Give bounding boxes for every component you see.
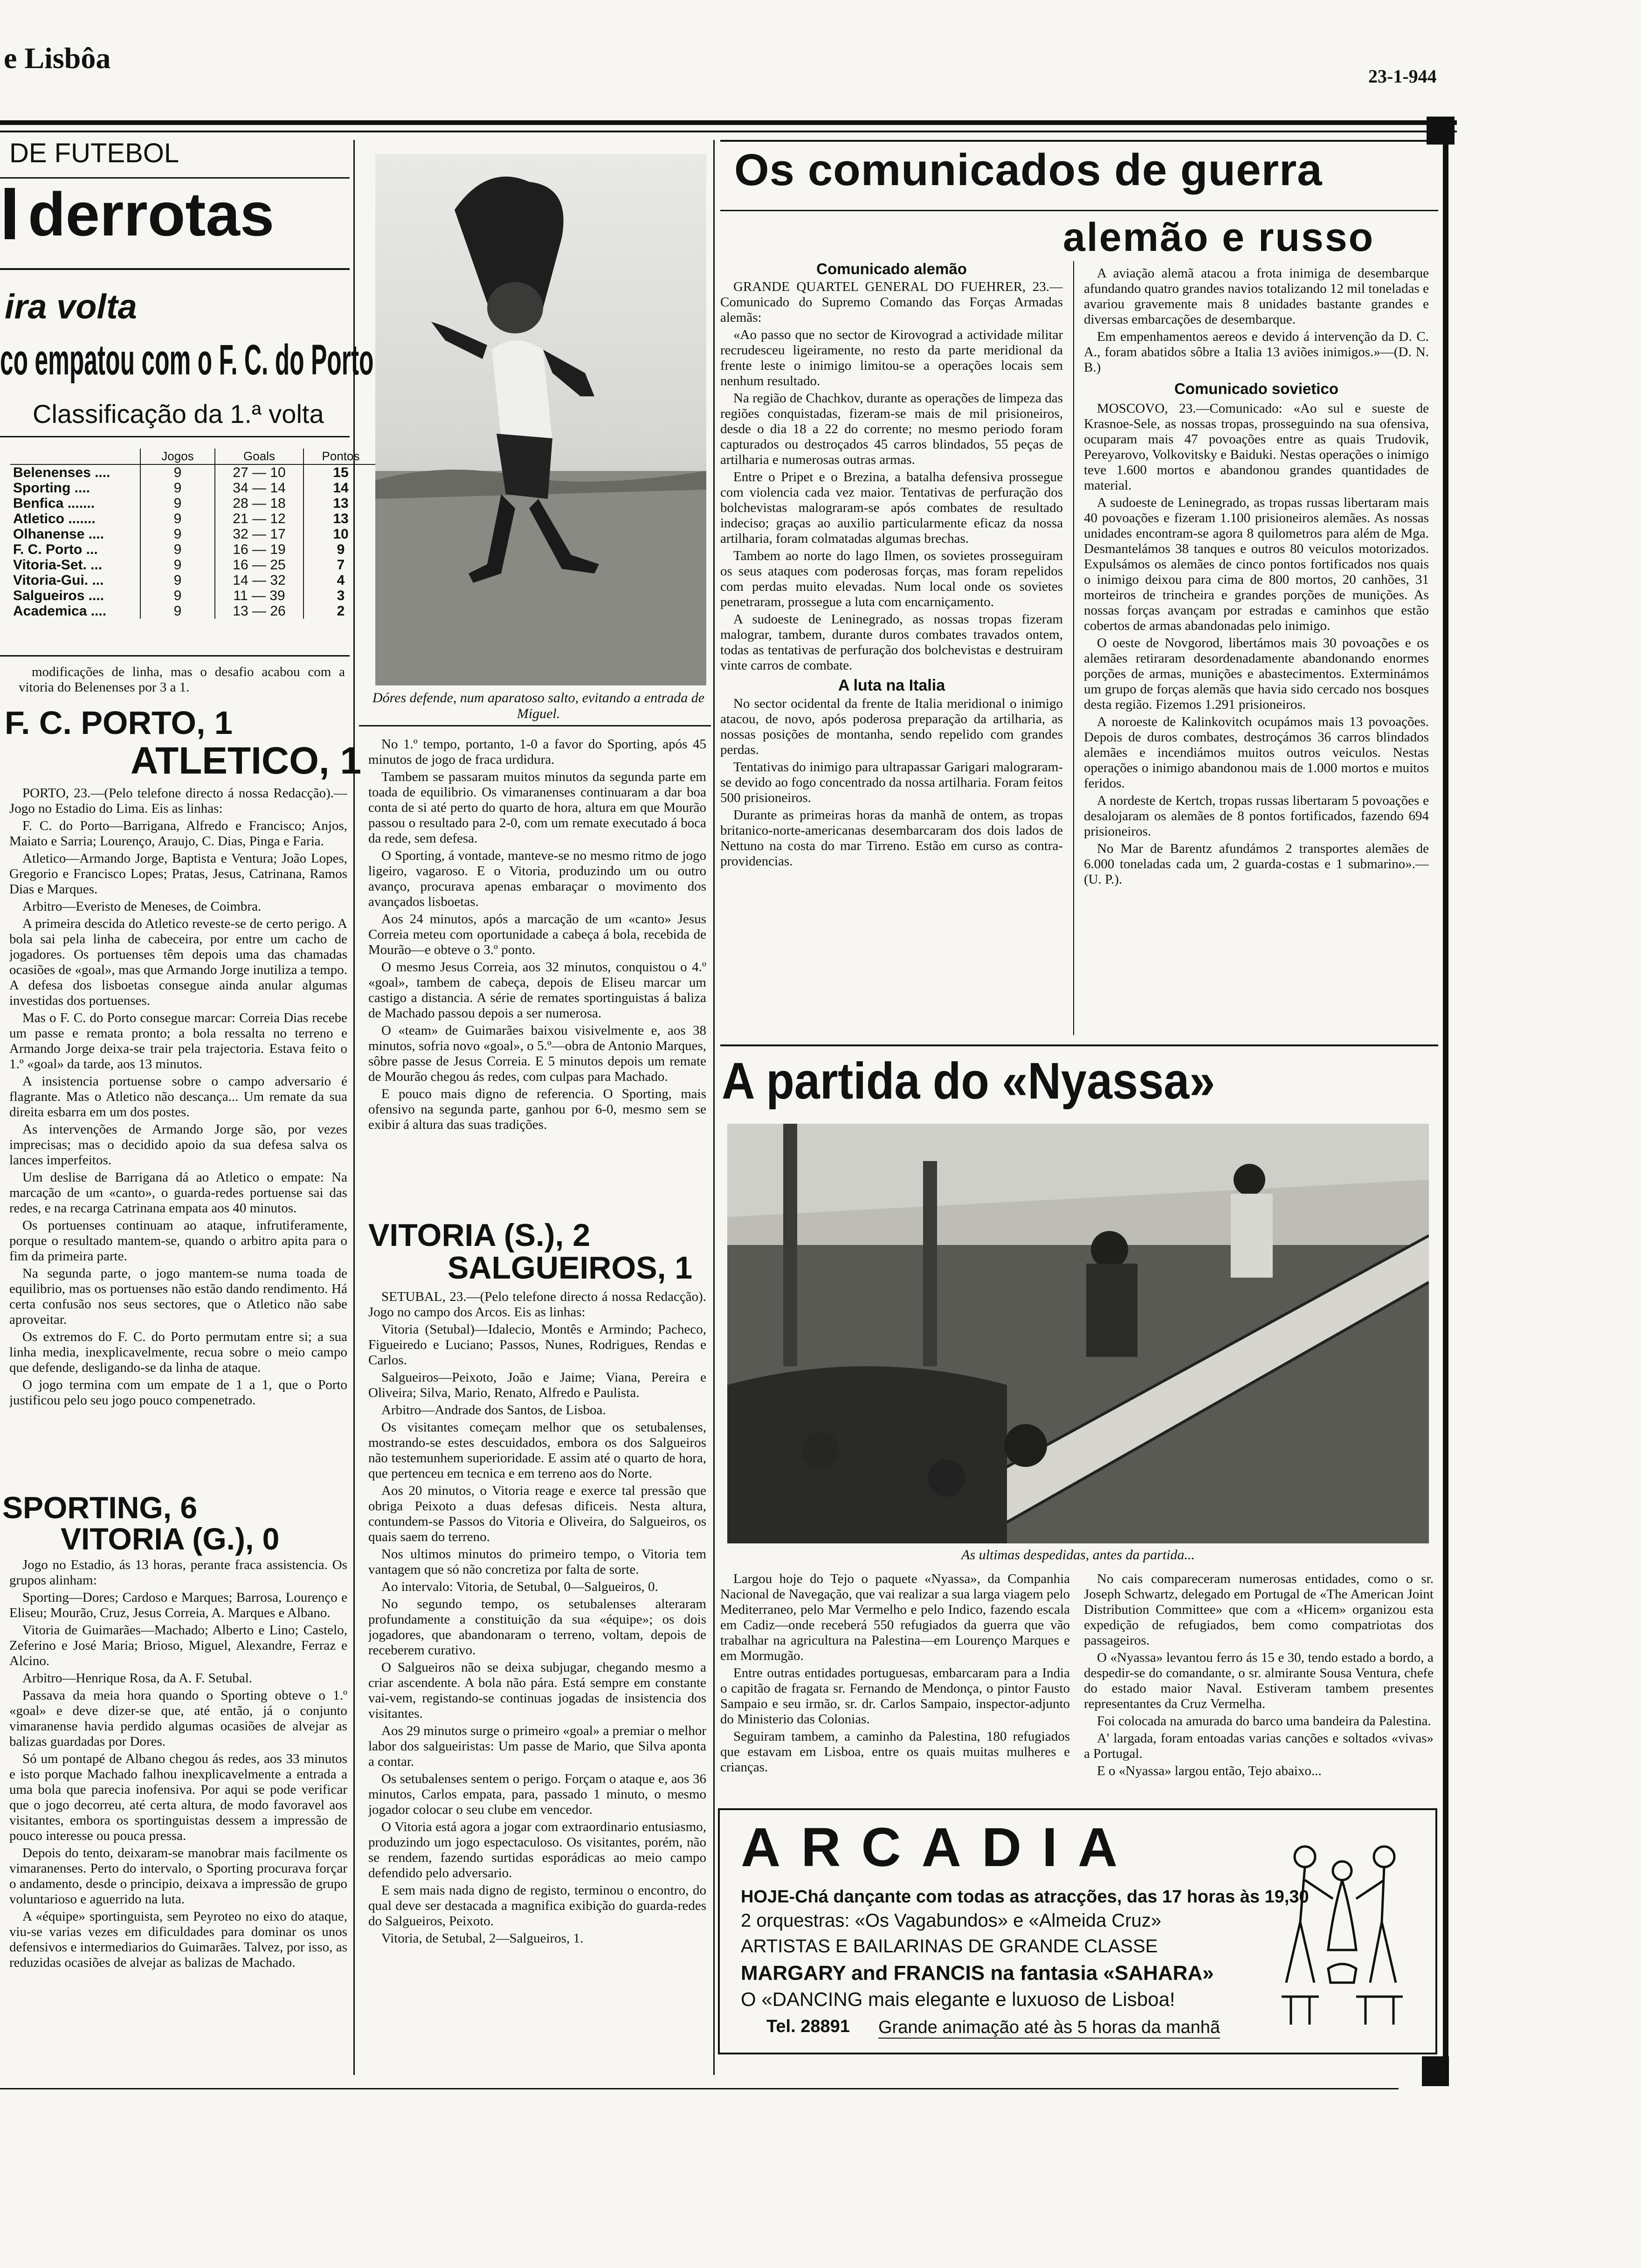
paragraph: A «équipe» sportinguista, sem Peyroteo no eixo do ataque, viu-se varias vezes em dificuldades para dominar os unos defensivos e intermediarios do Guimarães. Talvez, por isso, as reduzidas ocasiões de alvejar as balizas de Machado. [9, 1909, 347, 1970]
points-cell: 3 [303, 588, 378, 603]
table-row [10, 464, 378, 480]
right-border [1443, 126, 1448, 2084]
goals-cell: 21 — 12 [215, 511, 303, 526]
paragraph: O «team» de Guimarães baixou visivelmente e, aos 38 minutos, sofria novo «goal», o 5.º—obra de Antonio Marques, sôbre passe de Jesus Correia. E 5 minutos depois um remate de Mourão chegou ás redes, com culpas para Machado. [368, 1023, 706, 1084]
col-pontos: Pontos [303, 449, 378, 464]
arcadia-line5: O «DANCING mais elegante e luxuoso de Lisboa! [741, 1988, 1175, 2010]
goals-cell: 16 — 25 [215, 557, 303, 573]
bottom-rule [0, 2088, 1399, 2089]
football-photo-svg [375, 154, 706, 685]
paragraph: Depois do tento, deixaram-se manobrar mais facilmente os vimaranenses. Perto do intervalo, o Sporting procurava forçar o andamento, desde o principio, deixava a impressão de grupo voluntarioso e aguerrido na luta. [9, 1846, 347, 1907]
arcadia-line2: 2 orquestras: «Os Vagabundos» e «Almeida Cruz» [741, 1910, 1162, 1931]
paragraph: A primeira descida do Atletico reveste-se de certo perigo. A bola sai pela linha de cabeceira, por entre um cacho de jogadores. Os portuenses têm depois uma das chamadas ocasiões de «goal», mas que Armando Jorge inutiliza a tempo. A defesa dos lisboetas consegue ainda anular algumas investidas dos portuenses. [9, 916, 347, 1008]
paragraph: E o «Nyassa» largou então, Tejo abaixo... [1097, 1763, 1322, 1778]
team-name: Vitoria-Set. ... [13, 557, 103, 573]
center-body-2 [368, 1289, 706, 2077]
war-title-rule [720, 210, 1438, 211]
player-shirt [492, 340, 552, 449]
match3-line1: VITORIA (S.), 2 [368, 1217, 591, 1253]
paragraph: Arbitro—Everisto de Meneses, de Coimbra. [22, 899, 262, 914]
paragraph: A aviação alemã atacou a frota inimiga de desembarque afundando quatro grandes navios totalizando 12 mil toneladas e avariou gravemente mais 8 unidades bastante grandes e diversas embarcações de desembarque. [1084, 266, 1429, 327]
paragraph: Arbitro—Andrade dos Santos, de Lisboa. [381, 1403, 606, 1418]
paragraph: Largou hoje do Tejo o paquete «Nyassa», da Companhia Nacional de Navegação, que vai realizar a sua larga viagem pelo Mediterraneo, pelo Mar Vermelho e pelo Indico, fazendo escala em Cadiz—onde receberá 550 refugiados da guerra que vão trabalhar na agricultura na Palestina—em Lourenço Marques e em Mormugão. [720, 1571, 1070, 1663]
football-photo [375, 154, 706, 685]
paragraph: Nos ultimos minutos do primeiro tempo, o Vitoria tem vantagem que só não concretiza por falta de sorte. [368, 1547, 706, 1577]
headline-text: derrotas [28, 180, 275, 249]
paragraph: SETUBAL, 23.—(Pelo telefone directo á nossa Redacção). Jogo no campo dos Arcos. Eis as linhas: [368, 1289, 706, 1320]
points-cell: 9 [303, 542, 378, 557]
paragraph: A sudoeste de Leninegrado, as tropas russas libertaram mais 40 povoações e fizeram 1.100 prisioneiros alemães. As nossas unidades encontram-se agora 8 quilometros para além de Mga. Desmantelámos 38 tanques e outros 80 veiculos motorizados. Expulsámos os alemães de cinco pontos fortificados nos quais o inimigo deixou para cima de 800 mortos, 20 canhões, 31 morteiros de trincheira e grandes porções de munições. As nossas forças avançam por estradas e caminhos que estão cobertos de armas abandonadas pelo inimigo. [1084, 495, 1429, 633]
games-cell: 9 [140, 480, 215, 496]
left-headline [5, 180, 274, 249]
match1-body [9, 786, 347, 1480]
games-cell: 9 [140, 573, 215, 588]
war-mid-rule [1073, 261, 1074, 1035]
games-cell: 9 [140, 588, 215, 603]
points-cell: 14 [303, 480, 378, 496]
goals-cell: 28 — 18 [215, 496, 303, 511]
crowd [727, 1366, 1007, 1543]
team-name: Academica .... [13, 603, 107, 619]
war-subtitle: alemão e russo [1063, 215, 1375, 260]
war-top-rule [720, 140, 1438, 142]
left-top-rule [0, 177, 350, 179]
headline-bar [5, 188, 15, 239]
match1-line1: F. C. PORTO, 1 [5, 705, 233, 741]
goals-cell: 34 — 14 [215, 480, 303, 496]
paragraph: «Ao passo que no sector de Kirovograd a actividade militar recrudesceu ligeiramente, no resto da parte meridional da frente leste o inimigo limitou-se a operações locais sem nenhum resultado. [720, 327, 1063, 388]
paragraph: A sudoeste de Leninegrado, as nossas tropas fizeram malograr, tambem, durante duros combates travados ontem, todas as tentativas de perfuração dos bolchevistas e destruiram vinte carros de combate. [720, 612, 1063, 673]
nyassa-text-right [1084, 1571, 1434, 1805]
points-cell: 15 [303, 464, 378, 480]
paragraph: A' largada, foram entoadas varias canções e soltados «vivas» a Portugal. [1084, 1731, 1434, 1761]
table-row [10, 542, 378, 557]
soviet-column [1084, 266, 1429, 1054]
team-name: Vitoria-Gui. ... [13, 573, 104, 588]
goals-cell: 16 — 19 [215, 542, 303, 557]
arcadia-line1: HOJE-Chá dançante com todas as atracções, das 17 horas às 19,30 [741, 1887, 1309, 1907]
german-continued [1084, 266, 1429, 375]
match2-line2: VITORIA (G.), 0 [61, 1521, 280, 1556]
left-headline-rule [0, 268, 350, 270]
arcadia-line3: ARTISTAS E BAILARINAS DE GRANDE CLASSE [741, 1936, 1158, 1957]
classification-table [10, 449, 378, 619]
table-row [10, 573, 378, 588]
caption-rule [359, 725, 711, 726]
paragraph: Aos 24 minutos, após a marcação de um «canto» Jesus Correia meteu com oportunidade a cabeça á bola, recebida de Mourão—e obteve o 3.º ponto. [368, 912, 706, 957]
paragraph: Só um pontapé de Albano chegou ás redes, aos 33 minutos e isto porque Machado falhou inexplicavelmente a entrada a uma bola que parecia inofensiva. Por aqui se pode verificar que o jogo decorreu, até certa altura, de modo favoravel aos visitantes, embora os sportinguistas dessem a impressão de pouco interesse ou pouca pressa. [9, 1751, 347, 1843]
games-cell: 9 [140, 496, 215, 511]
paragraph: Aos 29 minutos surge o primeiro «goal» a premiar o melhor labor dos salgueiristas: Um passe de Mario, que Silva aponta a contar. [368, 1723, 706, 1769]
paragraph: O mesmo Jesus Correia, aos 32 minutos, conquistou o 4.º «goal», tambem de cabeça, depois de Eliseu marcar um castigo a distancia. A série de remates sportinguistas á baliza de Machado passou depois a ser numerosa. [368, 960, 706, 1021]
col-goals: Goals [215, 449, 303, 464]
table-row [10, 526, 378, 542]
paragraph: Ao intervalo: Vitoria, de Setubal, 0—Salgueiros, 0. [381, 1579, 658, 1594]
war-title: Os comunicados de guerra [734, 145, 1323, 195]
paragraph: O «Nyassa» levantou ferro ás 15 e 30, tendo estado a bordo, a despedir-se do comandante, o sr. almirante Sousa Ventura, chefe do estado maior Naval. Estiveram tambem presentes representantes da Cruz Vermelha. [1084, 1650, 1434, 1711]
paragraph: Seguiram tambem, a caminho da Palestina, 180 refugiados que estavam em Lisboa, entre os quais muitas mulheres e crianças. [720, 1729, 1070, 1775]
paragraph: Um deslise de Barrigana dá ao Atletico o empate: Na marcação de um «canto», o guarda-redes portuense sai das redes, e na recarga Catrinana empata aos 40 minutos. [9, 1170, 347, 1216]
center-body-1 [368, 737, 706, 1203]
arcadia-brand: ARCADIA [741, 1817, 1138, 1878]
dancers-illustration [1263, 1829, 1421, 2034]
paragraph: Arbitro—Henrique Rosa, da A. F. Setubal. [22, 1671, 253, 1686]
table-row [10, 603, 378, 619]
paragraph: Os portuenses continuam ao ataque, infrutiferamente, porque o resultado mantem-se, quando o arbitro apita para o fim da primeira parte. [9, 1218, 347, 1264]
arcadia-line6: Grande animação até às 5 horas da manhã [878, 2018, 1220, 2039]
nyassa-photo [727, 1124, 1429, 1543]
team-name: Sporting .... [13, 480, 90, 496]
german-column [720, 261, 1063, 1049]
paragraph: Os visitantes começam melhor que os setubalenses, mostrando-se estes descuidados, embora os dos Salgueiros não testemunhem superioridade. E assim até o quarto de hora, que pertenceu em tecnica e em terreno aos do Norte. [368, 1420, 706, 1481]
team-name: Salgueiros .... [13, 588, 104, 603]
paragraph: Na segunda parte, o jogo mantem-se numa toada de equilibrio, mas os portuenses não estão dando rendimento. Há certa confusão nos seus sectores, que o Atletico não sabe aproveitar. [9, 1266, 347, 1327]
table-row [10, 557, 378, 573]
paragraph: Na região de Chachkov, durante as operações de limpeza das regiões conquistadas, fizeram-se mais de mil prisioneiros, desde o dia 18 a 22 do corrente; no mesmo periodo foram capturados ou destroçados 45 carros blindados, 55 peças de artilharia e numerosas outras armas. [720, 391, 1063, 467]
italy-text [720, 696, 1063, 869]
paragraph: Tambem se passaram muitos minutos da segunda parte em toada de equilibrio. Os vimaranenses continuaram a dar boa conta de si até perto do quarto de hora, altura em que Mourão passou o resultado para 2-0, com um remate executado á boca da rede, sem defesa. [368, 769, 706, 846]
arcadia-phone: Tel. 28891 [766, 2017, 850, 2036]
paragraph: Mas o F. C. do Porto consegue marcar: Correia Dias recebe um passe e remata pronto; a bola ressalta no terreno e Armando Jorge deixa-se trair pela trajectoria. Estava feito o 1.º «goal» da tarde, aos 13 minutos. [9, 1010, 347, 1072]
games-cell: 9 [140, 557, 215, 573]
goals-cell: 14 — 32 [215, 573, 303, 588]
section-label: DE FUTEBOL [9, 138, 179, 168]
paragraph: Atletico—Armando Jorge, Baptista e Ventura; João Lopes, Gregorio e Francisco Lopes; Pratas, Jesus, Catrinana, Ramos Dias e Marques. [9, 851, 347, 897]
intro-text: modificações de linha, mas o desafio acabou com a vitoria do Belenenses por 3 a 1. [19, 664, 345, 695]
paragraph: Durante as primeiras horas da manhã de ontem, as tropas britanico-norte-americanas desembarcaram dos dois lados de Nettuno na costa do mar Tirreno. Estão em curso as contra-providencias. [720, 808, 1063, 869]
war-bottom-rule [720, 1044, 1438, 1046]
paragraph: Tambem ao norte do lago Ilmen, os sovietes prosseguiram os seus ataques com poderosas forças, mas foram repelidos com perdas muito elevadas. Num local onde os sovietes penetraram, prossegue a luta com encarniçamento. [720, 548, 1063, 609]
paragraph: No segundo tempo, os setubalenses alteraram profundamente a constituição da sua «équipe»; os dois jogadores, que abandonaram o terreno, voltam, depois de receberem curativo. [368, 1597, 706, 1658]
paragraph: No sector ocidental da frente de Italia meridional o inimigo atacou, de novo, após poderosa preparação da artilharia, as nossas posições de montanha, sendo repelido com grandes perdas. [720, 696, 1063, 757]
paragraph: Foi colocada na amurada do barco uma bandeira da Palestina. [1097, 1714, 1431, 1729]
german-text [720, 279, 1063, 673]
arcadia-ad [718, 1808, 1437, 2054]
column-rule-1 [353, 140, 355, 2075]
paragraph: Salgueiros—Peixoto, João e Jaime; Viana, Pereira e Oliveira; Silva, Mario, Renato, Alfredo e Paulista. [368, 1370, 706, 1400]
match2-body [9, 1557, 347, 2075]
table-row [10, 588, 378, 603]
paragraph: Em empenhamentos aereos e devido á intervenção da D. C. A., foram abatidos sôbre a Italia 13 aviões inimigos.»—(D. N. B.) [1084, 329, 1429, 375]
column-rule-2 [713, 140, 715, 2075]
classification-title: Classificação da 1.ª volta [33, 399, 324, 429]
team-name: Benfica ....... [13, 496, 95, 511]
team-name: F. C. Porto ... [13, 542, 98, 557]
games-cell: 9 [140, 542, 215, 557]
goals-cell: 11 — 39 [215, 588, 303, 603]
paragraph: A insistencia portuense sobre o campo adversario é flagrante. Mas o Atletico não descança... Um remate da sua direita esbarra em um dos postes. [9, 1074, 347, 1120]
paragraph: E sem mais nada digno de registo, terminou o encontro, do qual deve ser destacada a magnifica exibição do guarda-redes do Salgueiros, Peixoto. [368, 1883, 706, 1929]
paragraph: Vitoria (Setubal)—Idalecio, Montês e Armindo; Pacheco, Figueiredo e Luciano; Passos, Nunes, Rodrigues, Rendas e Carlos. [368, 1322, 706, 1368]
games-cell: 9 [140, 464, 215, 480]
masthead-title: e Lisbôa [4, 41, 111, 75]
left-subhead-2: co empatou com o F. C. do Porto [0, 336, 374, 384]
match3-line2: SALGUEIROS, 1 [448, 1250, 693, 1286]
games-cell: 9 [140, 526, 215, 542]
paragraph: O Salgueiros não se deixa subjugar, chegando mesmo a criar ascendente. A bola não pára. Está sempre em constante vai-vem, registando-se continuas jogadas de insistencia dos visitantes. [368, 1660, 706, 1721]
nyassa-caption: As ultimas despedidas, antes da partida... [961, 1547, 1195, 1563]
paragraph: GRANDE QUARTEL GENERAL DO FUEHRER, 23.—Comunicado do Supremo Comando das Forças Armadas alemãs: [720, 279, 1063, 325]
table-bottom-rule [0, 655, 350, 657]
table-row [10, 511, 378, 526]
bottom-corner-block [1422, 2056, 1449, 2086]
paragraph: Entre o Pripet e o Brezina, a batalha defensiva prossegue com violencia cada vez maior. Tentativas de perfuração dos bolchevistas malograram-se após combates de resultado indeciso; graças ao auxilio particularmente eficaz da nossa artilharia, foram colmatadas algumas brechas. [720, 470, 1063, 546]
paragraph: O oeste de Novgorod, libertámos mais 30 povoações e os alemães retiraram desordenadamente abandonando enormes porções de armas, munições e abastecimentos. Exterminámos um grupo de forças alemãs que havia sido cercado nos bosques desta região. Fizemos 1.291 prisioneiros. [1084, 636, 1429, 712]
goals-cell: 27 — 10 [215, 464, 303, 480]
german-head: Comunicado alemão [816, 261, 967, 277]
soviet-head: Comunicado sovietico [1174, 380, 1339, 397]
match1-line2: ATLETICO, 1 [131, 740, 362, 782]
left-subhead-1: ira volta [5, 287, 137, 326]
points-cell: 4 [303, 573, 378, 588]
paragraph: O Sporting, á vontade, manteve-se no mesmo ritmo de jogo ligeiro, vagaroso. E o Vitoria, produzindo um ou outro avanço, procurava apenas embaraçar o movimento dos avançados lisboetas. [368, 848, 706, 909]
team-name: Belenenses .... [13, 465, 110, 480]
col-jogos: Jogos [140, 449, 215, 464]
table-row [10, 480, 378, 496]
paragraph: Os setubalenses sentem o perigo. Forçam o ataque e, aos 36 minutos, Carlos empata, para, passado 1 minuto, o mesmo jogador colocar o seu clube em vencedor. [368, 1771, 706, 1817]
paragraph: Os extremos do F. C. do Porto permutam entre si; a sua linha media, inexplicavelmente, recua sobre o meio campo que defende, desligando-se da linha de ataque. [9, 1329, 347, 1375]
top-rule-thick [0, 120, 1457, 125]
points-cell: 13 [303, 496, 378, 511]
classification-rule [0, 436, 350, 437]
football-caption: Dóres defende, num aparatoso salto, evitando a entrada de Miguel. [372, 690, 705, 721]
team-name: Atletico ....... [13, 511, 96, 526]
paragraph: O jogo termina com um empate de 1 a 1, que o Porto justificou pelo seu jogo pouco compenetrado. [9, 1377, 347, 1408]
paragraph: No Mar de Barentz afundámos 2 transportes alemães de 6.000 toneladas cada um, 2 guarda-costas e 1 submarino».—(U. P.). [1084, 841, 1429, 887]
match2-line1: SPORTING, 6 [2, 1490, 198, 1525]
top-rule-thin [0, 131, 1457, 132]
paragraph: Vitoria de Guimarães—Machado; Alberto e Lino; Castelo, Zeferino e José Maria; Brioso, Miguel, Alexandre, Ferraz e Alcino. [9, 1623, 347, 1668]
paragraph: Jogo no Estadio, ás 13 horas, perante fraca assistencia. Os grupos alinham: [9, 1557, 347, 1588]
paragraph: No 1.º tempo, portanto, 1-0 a favor do Sporting, após 45 minutos de jogo de fraca urdidura. [368, 737, 706, 767]
italy-head: A luta na Italia [838, 677, 945, 694]
games-cell: 9 [140, 603, 215, 619]
paragraph: MOSCOVO, 23.—Comunicado: «Ao sul e sueste de Krasnoe-Sele, as nossas tropas, prosseguindo na sua ofensiva, ocuparam mais 47 povoações entre as quais Trudovik, Pereyarovo, Volkovitsky e Baiduki. Nestas operações o inimigo teve 1.600 mortos e abandonou grandes quantidades de material. [1084, 401, 1429, 493]
paragraph: Sporting—Dores; Cardoso e Marques; Barrosa, Lourenço e Eliseu; Mourão, Cruz, Jesus Correia, A. Marques e Albano. [9, 1590, 347, 1620]
paragraph: As intervenções de Armando Jorge são, por vezes imprecisas; mas o decidido apoio da sua defesa salva os lances imperfeitos. [9, 1122, 347, 1168]
points-cell: 13 [303, 511, 378, 526]
points-cell: 7 [303, 557, 378, 573]
paragraph: Passava da meia hora quando o Sporting obteve o 1.º «goal» e deve dizer-se que, até então, já o conjunto vimaranense havia perdido algumas ocasiões de alvejar as balizas guardadas por Dores. [9, 1688, 347, 1749]
paragraph: Aos 20 minutos, o Vitoria reage e exerce tal pressão que obriga Peixoto a duas defesas dificeis. Nesta altura, contundem-se Passos do Vitoria e Oliveira, do Salgueiros, os quais saem do terreno. [368, 1483, 706, 1544]
goals-cell: 13 — 26 [215, 603, 303, 619]
paragraph: Entre outras entidades portuguesas, embarcaram para a India o capitão de fragata sr. Fernando de Mendonça, o pintor Fausto Sampaio e seu irmão, sr. dr. Carlos Sampaio, inspector-adjunto do Ministerio das Colonias. [720, 1666, 1070, 1727]
nyassa-photo-svg [727, 1124, 1429, 1543]
paragraph: O Vitoria está agora a jogar com extraordinario entusiasmo, produzindo um jogo espectaculoso. Os visitantes, porém, não se rendem, fazendo surtidas esporádicas ao meio campo defendido pelo adversario. [368, 1819, 706, 1881]
nyassa-text-left [720, 1571, 1070, 1805]
masthead-date: 23-1-944 [1368, 66, 1437, 87]
left-intro [19, 664, 345, 702]
paragraph: A nordeste de Kertch, tropas russas libertaram 5 povoações e desalojaram os alemães de 8 pontos fortificados, fazendo 694 prisioneiros. [1084, 793, 1429, 839]
points-cell: 2 [303, 603, 378, 619]
table-row [10, 496, 378, 511]
paragraph: Vitoria, de Setubal, 2—Salgueiros, 1. [381, 1931, 584, 1946]
paragraph: A noroeste de Kalinkovitch ocupámos mais 13 povoações. Depois de duros combates, destroçámos 36 carros blindados alemães e incendiámos muitos outros veiculos. Nestas operações o inimigo abandonou mais de 1.000 mortos e muitos feridos. [1084, 714, 1429, 791]
paragraph: E pouco mais digno de referencia. O Sporting, mais ofensivo na segunda parte, ganhou por 6-0, mesmo sem se exibir á altura das suas tradições. [368, 1086, 706, 1132]
paragraph: No cais compareceram numerosas entidades, como o sr. Joseph Schwartz, delegado em Portugal de «The American Joint Distribution Committee» que com a «Hicem» organizou esta expedição de refugiados, bem como compatriotas dos passageiros. [1084, 1571, 1434, 1648]
goals-cell: 32 — 17 [215, 526, 303, 542]
games-cell: 9 [140, 511, 215, 526]
arcadia-line4: MARGARY and FRANCIS na fantasia «SAHARA» [741, 1962, 1214, 1984]
paragraph: Tentativas do inimigo para ultrapassar Garigari malograram-se devido ao fogo concentrado da nossa artilharia. Foram feitos 500 prisioneiros. [720, 760, 1063, 805]
points-cell: 10 [303, 526, 378, 542]
nyassa-title: A partida do «Nyassa» [722, 1052, 1215, 1110]
soviet-text [1084, 401, 1429, 887]
team-name: Olhanense .... [13, 526, 104, 542]
paragraph: PORTO, 23.—(Pelo telefone directo á nossa Redacção).—Jogo no Estadio do Lima. Eis as linhas: [9, 786, 347, 816]
paragraph: F. C. do Porto—Barrigana, Alfredo e Francisco; Anjos, Maiato e Sarria; Lourenço, Araujo, C. Dias, Pinga e Faria. [9, 818, 347, 849]
